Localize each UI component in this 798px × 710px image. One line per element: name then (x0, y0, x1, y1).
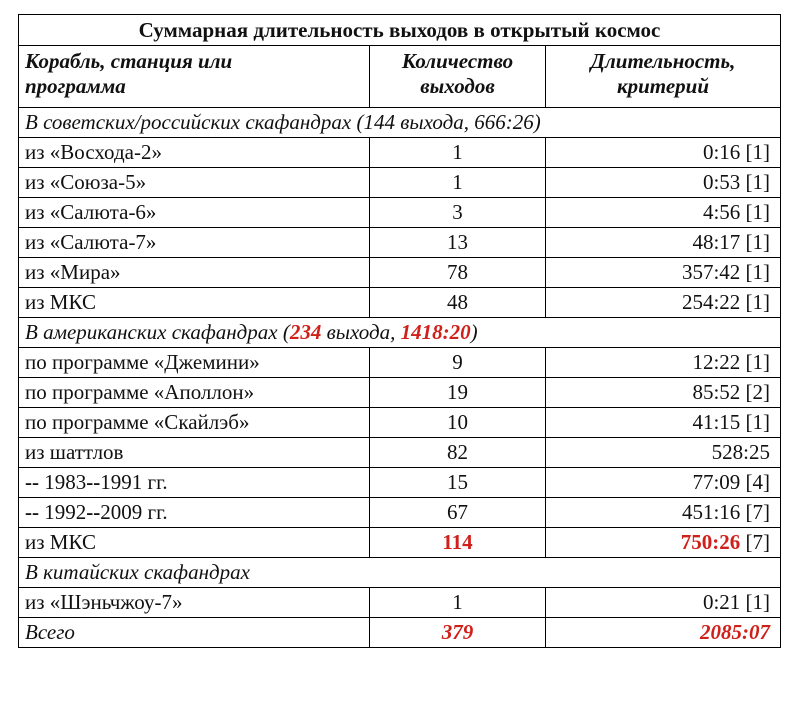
row-duration: 12:22 [1] (546, 348, 781, 378)
row-duration: 0:16 [1] (546, 138, 781, 168)
row-name-year-a: 1983 (39, 470, 87, 494)
row-duration-ref: [7] (740, 530, 771, 554)
section-american-row (19, 318, 781, 348)
row-count: 19 (370, 378, 546, 408)
section-american-suffix: ) (470, 320, 478, 344)
spacewalk-table-container (18, 14, 780, 648)
row-name: по программе «Джемини» (19, 348, 370, 378)
table-row (19, 198, 781, 228)
table-title: Суммарная длительность выходов в открытый космос (19, 15, 781, 46)
table-row (19, 168, 781, 198)
section-soviet-label: В советских/российских скафандрах (144 выхода, 666:26) (19, 108, 781, 138)
row-count: 1 (370, 138, 546, 168)
row-name: из «Восхода-2» (19, 138, 370, 168)
row-name (19, 468, 370, 498)
row-duration: 451:16 [7] (546, 498, 781, 528)
header-vehicle (19, 46, 370, 108)
row-name: из МКС (19, 528, 370, 558)
total-duration: 2085:07 (546, 618, 781, 648)
table-row-iss-american (19, 528, 781, 558)
header-duration-line2: критерий (616, 74, 710, 98)
row-count: 67 (370, 498, 546, 528)
row-count: 1 (370, 588, 546, 618)
row-duration: 4:56 [1] (546, 198, 781, 228)
row-name-year-a: 1992 (39, 500, 87, 524)
header-duration-line1: Длительность, (590, 49, 736, 73)
row-name-dash-mid: -- (86, 470, 101, 494)
row-name: из «Союза-5» (19, 168, 370, 198)
row-count: 13 (370, 228, 546, 258)
row-name: из «Мира» (19, 258, 370, 288)
table-row (19, 588, 781, 618)
row-count: 82 (370, 438, 546, 468)
row-name: из «Салюта-7» (19, 228, 370, 258)
row-duration: 0:53 [1] (546, 168, 781, 198)
row-count: 114 (370, 528, 546, 558)
row-name-year-b: 1991 гг. (100, 470, 168, 494)
row-name-dash: -- (25, 470, 39, 494)
table-row (19, 138, 781, 168)
row-name-dash: -- (25, 500, 39, 524)
title-row (19, 15, 781, 46)
table-row (19, 348, 781, 378)
row-name: по программе «Аполлон» (19, 378, 370, 408)
table-row (19, 498, 781, 528)
header-duration (546, 46, 781, 108)
row-duration: 48:17 [1] (546, 228, 781, 258)
row-name: из «Шэньчжоу-7» (19, 588, 370, 618)
section-american-prefix: В американских скафандрах ( (25, 320, 290, 344)
row-count: 48 (370, 288, 546, 318)
row-name (19, 498, 370, 528)
row-name-dash-mid: -- (86, 500, 101, 524)
row-duration-value: 750:26 (680, 530, 741, 554)
row-duration: 41:15 [1] (546, 408, 781, 438)
row-duration: 0:21 [1] (546, 588, 781, 618)
table-row (19, 378, 781, 408)
section-chinese-row (19, 558, 781, 588)
section-american-mid: выхода, (321, 320, 401, 344)
row-name: из шаттлов (19, 438, 370, 468)
table-row (19, 438, 781, 468)
header-vehicle-line1: Корабль, станция или (25, 49, 233, 73)
row-duration: 254:22 [1] (546, 288, 781, 318)
row-count: 78 (370, 258, 546, 288)
row-count: 1 (370, 168, 546, 198)
table-row (19, 468, 781, 498)
row-duration: 528:25 (546, 438, 781, 468)
section-american-duration: 1418:20 (400, 320, 471, 344)
row-name: из «Салюта-6» (19, 198, 370, 228)
row-count: 9 (370, 348, 546, 378)
total-count: 379 (370, 618, 546, 648)
row-count: 3 (370, 198, 546, 228)
section-soviet-row (19, 108, 781, 138)
spacewalk-duration-table (18, 14, 781, 648)
table-row (19, 408, 781, 438)
row-duration (546, 528, 781, 558)
row-duration: 85:52 [2] (546, 378, 781, 408)
section-american-count: 234 (289, 320, 322, 344)
row-count: 15 (370, 468, 546, 498)
header-row (19, 46, 781, 108)
table-row (19, 288, 781, 318)
row-duration: 357:42 [1] (546, 258, 781, 288)
row-name: по программе «Скайлэб» (19, 408, 370, 438)
header-count-line2: выходов (420, 74, 495, 98)
row-name: из МКС (19, 288, 370, 318)
section-chinese-label: В китайских скафандрах (19, 558, 781, 588)
header-vehicle-line2: программа (25, 74, 126, 98)
section-american-label (19, 318, 781, 348)
header-count (370, 46, 546, 108)
row-duration: 77:09 [4] (546, 468, 781, 498)
table-row (19, 228, 781, 258)
header-count-line1: Количество (401, 49, 514, 73)
total-row (19, 618, 781, 648)
table-row (19, 258, 781, 288)
row-count: 10 (370, 408, 546, 438)
row-name-year-b: 2009 гг. (100, 500, 168, 524)
total-label: Всего (19, 618, 370, 648)
